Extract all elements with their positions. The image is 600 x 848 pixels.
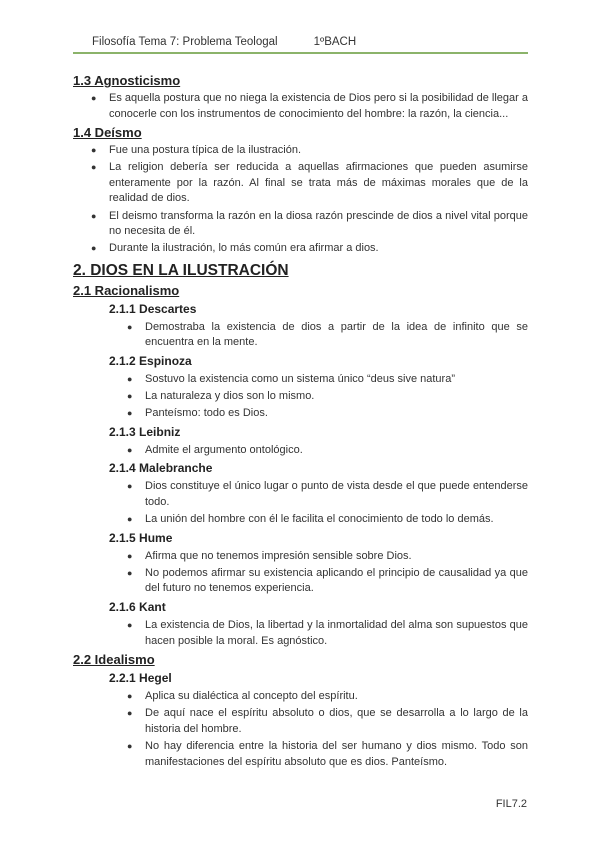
bullet-icon: ● <box>127 391 133 402</box>
bullet-list <box>91 143 528 257</box>
page-header <box>92 36 356 48</box>
list-item <box>91 241 528 257</box>
bullet-icon: ● <box>127 619 133 630</box>
list-item <box>127 549 528 565</box>
bullet-icon: ● <box>91 162 97 173</box>
bullet-icon: ● <box>127 481 133 492</box>
list-item-text: Panteísmo: todo es Dios. <box>145 407 268 420</box>
bullet-icon: ● <box>127 374 133 385</box>
bullet-list <box>127 479 528 527</box>
list-item <box>127 320 528 351</box>
list-item-text: Dios constituye el único lugar o punto de vista desde el que puede entenderse todo. <box>145 480 528 508</box>
subsubsection-heading-2-1-6-kant: 2.1.6 Kant <box>109 599 166 614</box>
list-item <box>127 689 528 705</box>
header-course: 1ºBACH <box>313 36 357 48</box>
bullet-list <box>127 320 528 351</box>
list-item-text: De aquí nace el espíritu absoluto o dios, que se desarrolla a lo largo de la historia del hombre. <box>145 707 528 735</box>
list-item-text: Admite el argumento ontológico. <box>145 443 303 456</box>
subsubsection-heading-2-1-4-malebranche: 2.1.4 Malebranche <box>109 461 213 476</box>
bullet-icon: ● <box>91 145 97 156</box>
list-item <box>127 406 528 422</box>
bullet-list <box>127 443 528 459</box>
bullet-icon: ● <box>91 93 97 103</box>
document-body <box>73 73 528 772</box>
bullet-icon: ● <box>127 514 133 525</box>
list-item <box>91 143 528 159</box>
list-item-text: Aplica su dialéctica al concepto del espíritu. <box>145 690 358 703</box>
bullet-icon: ● <box>127 567 133 578</box>
subsection-heading-1-4-deísmo: 1.4 Deísmo <box>73 125 142 141</box>
list-item <box>127 372 528 388</box>
subsubsection-heading-2-2-1-hegel: 2.2.1 Hegel <box>109 671 172 686</box>
bullet-icon: ● <box>91 210 97 221</box>
list-item <box>91 209 528 240</box>
list-item <box>127 739 528 770</box>
bullet-list <box>91 91 528 122</box>
bullet-list <box>127 549 528 597</box>
list-item-text: La religion debería ser reducida a aquellas afirmaciones que pueden asumirse enteramente por la razón. Al final se trata más de máximas morales que de la realidad de dios. <box>109 161 528 205</box>
subsubsection-heading-2-1-3-leibniz: 2.1.3 Leibniz <box>109 424 181 439</box>
header-rule <box>73 52 528 54</box>
list-item-text: Durante la ilustración, lo más común era afirmar a dios. <box>109 242 379 255</box>
list-item-text: La unión del hombre con él le facilita el conocimiento de todo lo demás. <box>145 513 494 526</box>
bullet-list <box>127 618 528 649</box>
list-item <box>91 160 528 207</box>
bullet-list <box>127 372 528 422</box>
list-item-text: Es aquella postura que no niega la existencia de Dios pero si la posibilidad de llegar a conocerle con los instrumentos de conocimiento del hombre: la razón, la ciencia... <box>109 92 528 120</box>
subsection-heading-2-1-racionalismo: 2.1 Racionalismo <box>73 282 180 298</box>
bullet-icon: ● <box>127 550 133 561</box>
subsubsection-heading-2-1-5-hume: 2.1.5 Hume <box>109 530 173 545</box>
list-item <box>127 443 528 459</box>
list-item <box>127 706 528 737</box>
list-item-text: Demostraba la existencia de dios a partir de la idea de infinito que se encuentra en la mente. <box>145 320 528 349</box>
list-item <box>127 512 528 528</box>
bullet-icon: ● <box>127 321 133 332</box>
bullet-icon: ● <box>127 740 133 751</box>
bullet-list <box>127 689 528 770</box>
subsubsection-heading-2-1-2-espinoza: 2.1.2 Espinoza <box>109 354 192 369</box>
subsubsection-heading-2-1-1-descartes: 2.1.1 Descartes <box>109 301 197 316</box>
list-item <box>127 479 528 510</box>
list-item-text: Fue una postura típica de la ilustración. <box>109 144 302 157</box>
list-item-text: Afirma que no tenemos impresión sensible sobre Dios. <box>145 549 412 562</box>
list-item-text: La existencia de Dios, la libertad y la inmortalidad del alma son supuestos que hacen posible la moral. Es agnóstico. <box>145 618 528 647</box>
list-item <box>91 91 528 122</box>
bullet-icon: ● <box>91 243 97 254</box>
section-heading-2-dios-en-la-ilustración: 2. DIOS EN LA ILUSTRACIÓN <box>73 261 289 279</box>
subsection-heading-1-3-agnosticismo: 1.3 Agnosticismo <box>73 73 181 88</box>
list-item <box>127 566 528 597</box>
bullet-icon: ● <box>127 708 133 719</box>
list-item-text: La naturaleza y dios son lo mismo. <box>145 390 315 403</box>
list-item-text: Sostuvo la existencia como un sistema único “deus sive natura” <box>145 373 455 386</box>
page-number: FIL7.2 <box>495 798 527 810</box>
header-subject: Filosofía Tema 7: Problema Teologal <box>92 36 278 48</box>
subsection-heading-2-2-idealismo: 2.2 Idealismo <box>73 652 155 668</box>
list-item-text: No hay diferencia entre la historia del ser humano y dios mismo. Todo son manifestaciones del espíritu absoluto que es dios. Panteísmo. <box>145 739 528 768</box>
list-item <box>127 618 528 649</box>
list-item <box>127 389 528 405</box>
list-item-text: No podemos afirmar su existencia aplicando el principio de causalidad ya que del futuro no tenemos experiencia. <box>145 566 528 595</box>
bullet-icon: ● <box>127 691 133 702</box>
bullet-icon: ● <box>127 444 133 455</box>
list-item-text: El deismo transforma la razón en la diosa razón prescinde de dios a nivel vital porque no necesita de él. <box>109 209 528 238</box>
bullet-icon: ● <box>127 408 133 419</box>
